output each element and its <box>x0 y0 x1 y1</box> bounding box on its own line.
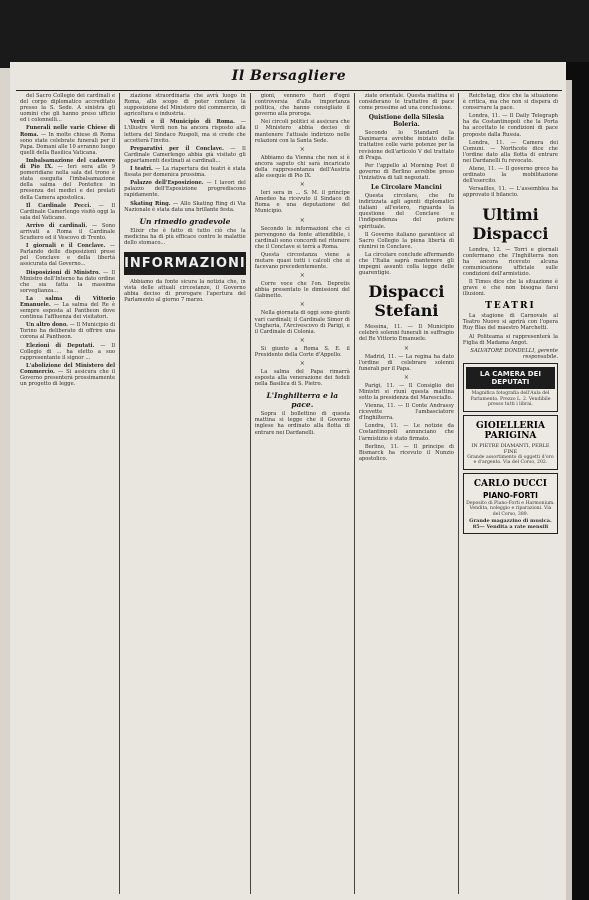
signature: SALVATORE DONDELLI, gerente responsabile. <box>470 347 558 360</box>
ad-text: Grande assortimento di oggetti d'oro e d'argento. Via del Corso, 202. <box>467 454 554 466</box>
article-text <box>124 166 246 178</box>
masthead-rule <box>16 90 562 91</box>
adjacent-page-edge <box>566 80 572 900</box>
dispatch-text: Messina, 11. — Il Municipio celebrò solenni funerali in suffragio del Re Vittorio Emanuele. <box>358 324 454 343</box>
newspaper-page <box>10 62 568 900</box>
teatri-heading: TEATRI <box>485 301 536 312</box>
article-body: — Sono arrivati a Roma il Cardinale Scudiero ed il Vescovo di Trento. <box>20 222 116 242</box>
separator-mark: × <box>299 216 305 224</box>
article-headline: I giornali e il Conclave. <box>26 243 106 250</box>
separator-mark: × <box>299 336 305 344</box>
article-body: — Parlando delle disposizioni prese pel Conclave e della libertà assicurata dal Governo... <box>20 243 116 268</box>
dispatch-text: Londra, 11. — Il Daily Telegraph ha da Costantinopoli che la Porta ha accettato le condizioni di pace proposte dalla Russia. <box>462 113 558 138</box>
article-body: — Il Cardinale Camerlengo visitò oggi la sala del Vaticano. <box>20 202 116 221</box>
advertisement-ducci <box>463 473 558 534</box>
dispatch-text: Versailles, 11. — L'assemblea ha approvato il bilancio. <box>462 186 558 199</box>
adjacent-page-strip <box>0 68 10 900</box>
article-text: Il Governo italiano garantisce al Sacro Collegio la piena libertà di riunirsi in Conclave. <box>358 231 454 250</box>
article-headline: I teatri. <box>130 166 153 173</box>
article-headline: Arrivo di cardinali. <box>26 222 88 229</box>
article-headline: Verdi e il Municipio di Roma. <box>130 119 235 126</box>
advertisement-gioielleria <box>463 415 558 470</box>
article-headline: Disposizioni di Ministro. <box>26 269 101 276</box>
article-body: — L'illustre Verdi non ha ancora risposto alla lettera del Sindaco Ruspoli, ma si crede che accetterà l'invito. <box>124 119 246 144</box>
section-heading: Quistione della Silesia Boleria. <box>368 114 445 129</box>
ad-subheading: IN PIETRE DIAMANTI, PERLE FINE <box>471 442 550 455</box>
ultimi-dispacci-heading: Ultimi Dispacci <box>472 204 549 243</box>
article-body: — La salma del Re è sempre esposta al Pantheon dove continua l'affluenza dei visitatori. <box>20 302 116 321</box>
section-heading: Un rimedio gradevole <box>139 216 231 226</box>
article-text <box>124 119 246 143</box>
masthead-title: Il Bersagliere <box>231 68 347 84</box>
article-text: Al Politeama si rappresenterà la Figlia di Madama Angot. <box>462 333 558 346</box>
article-text: Secondo le informazioni che ci pervengono da fonte attendibile, i cardinali sono concordi nel ritenere che il Conclave si terrà a Roma. <box>254 225 350 250</box>
article-text: La stagione di Carnovale al Teatro Nuovo si aprirà con l'opera Ruy Blas del maestro Marchetti. <box>462 313 558 332</box>
article-body: — Il Collegio di ... ha eletto a suo rappresentante il signor ... <box>20 342 116 361</box>
article-text: La circolare conclude affermando che l'Italia saprà mantenere gli impegni assunti colla legge delle guarentigie. <box>358 251 454 277</box>
article-text: Nella giornata di oggi sono giunti vari cardinali; il Cardinale Simor di Ungheria, l'Arcivescovo di Parigi, e il Cardinale di Colonia. <box>254 310 350 335</box>
dispatch-text: Atene, 11. — Il governo greco ha ordinato la mobilitazione dell'esercito. <box>462 166 558 185</box>
article-body: — In molte chiese di Roma sono state celebrate funerali per il Papa. Domani alle 10 avranno luogo quelli della Basilica Vaticana. <box>20 131 116 156</box>
ad-heading: CARLO DUCCI <box>473 478 548 489</box>
ad-text: Deposito di Piano-Forti e Harmonium. Vendita, noleggio e riparazioni. Via del Corso, 389. <box>466 500 555 518</box>
ad-price: 85— Vendita a rate mensili <box>472 523 549 530</box>
article-body: — La riapertura dei teatri è stata fissata per domenica prossima. <box>124 166 246 179</box>
article-headline: Preparativi per il Conclave. <box>130 145 224 152</box>
article-text: gioni, vennero fuori d'ogni controversia d'alta importanza politica, che hanno consigliato il governo alla proroga. <box>254 93 350 118</box>
dispatch-text: Londra, 12. — Torri e giornali confermano che l'Inghilterra non ha ancora ricevuto alcuna comunicazione ufficiale sulle condizioni dell'armistizio. <box>462 246 558 277</box>
article-text: ziate orientale. Questa mattina si considerano le trattative di pace come prossime ad una conclusione. <box>358 93 454 112</box>
article-text: del Sacro Collegio dei cardinali e del corpo diplomatico accreditato presso la S. Sede. A sinistra gli uomini che gli hanno preso ufficio ed i colonnelli... <box>20 93 116 124</box>
separator-mark: × <box>299 301 305 309</box>
article-text <box>20 363 115 387</box>
dispatch-text: Parigi, 11. — Il Consiglio dei Ministri si riunì questa mattina sotto la presidenza del Maresciallo. <box>358 382 454 401</box>
article-text <box>20 125 115 155</box>
article-body: — Il Ministro dell'Interno ha dato ordine che sia fatta la massima sorveglianza... <box>20 269 116 294</box>
article-headline: Palazzo dell'Esposizione. <box>130 180 204 187</box>
article-text <box>20 223 115 241</box>
ad-text: Magnifica fotografia dell'Aula del Parlamento. Prezzo L. 2. Vendibile presso tutti i librai. <box>470 390 551 408</box>
ad-heading: GIOIELLERIA PARIGINA <box>475 420 545 441</box>
article-text: Nei circoli politici si assicura che il Ministero abbia deciso di mantenere l'attuale indirizzo nelle relazioni con la Santa Sede. <box>254 119 350 144</box>
dispatch-text: Berlino, 11. — Il principe di Bismarck ha ricevuto il Nunzio apostolico. <box>358 443 454 462</box>
article-text: Ieri sera in ... S. M. il principe Amedeo ha ricevuto il Sindaco di Roma e una deputazione del Municipio. <box>254 190 350 215</box>
article-text <box>20 322 115 340</box>
article-text: Abbiamo da Vienna che non si è ancora saputo chi sarà incaricato della rappresentanza dell'Austria alle esequie di Pio IX. <box>254 154 350 180</box>
informazioni-heading: INFORMAZIONI <box>124 252 246 275</box>
article-headline: Un altro dono. <box>26 322 68 329</box>
ad-heading: LA CAMERA DEI DEPUTATI <box>466 367 555 389</box>
separator-mark: × <box>403 373 409 381</box>
column-5 <box>458 93 562 894</box>
dispatch-text: Il Times dice che la situazione è grave e che non bisogna farsi illusioni. <box>462 278 558 298</box>
article-body: — Si assicura che il Governo presenterà prossimamente un progetto di legge. <box>20 368 116 388</box>
dispatch-text: Reichstag, dice che la situazione è critica, ma che non si dispera di conservare la pace. <box>462 93 558 112</box>
article-text: Corre voce che l'on. Depretis abbia presentato le dimissioni del Gabinetto. <box>254 281 350 300</box>
article-text: Abbiamo da fonte sicura la notizia che, in vista delle attuali circostanze, il Governo abbia deciso di prorogare l'apertura del Parlamento al giorno 7 marzo. <box>124 278 246 304</box>
article-headline: Funerali nelle varie Chiese di Roma. <box>20 125 116 138</box>
article-text <box>20 296 115 320</box>
article-text: Questa circolare, che fu indirizzata agli agenti diplomatici italiani all'estero, riguarda la questione del Conclave e l'indipendenza del potere spirituale. <box>358 193 454 230</box>
article-headline: Imbalsamazione del cadavere di Pio IX. <box>20 157 116 171</box>
article-body: — I lavori del palazzo dell'Esposizione progrediscono rapidamente. <box>124 180 246 199</box>
article-body: — Allo Skating Ring di Via Nazionale è stata data una brillante festa. <box>124 200 246 213</box>
article-text <box>124 201 246 213</box>
section-heading: L'Inghilterra e la pace. <box>266 391 339 410</box>
article-text: Sopra il bollettino di questa mattina si legge che il Governo inglese ha ordinato alla flotta di entrare nei Dardanelli. <box>254 411 350 436</box>
dispacci-stefani-heading: Dispacci Stefani <box>368 282 445 321</box>
column-4 <box>354 93 458 894</box>
advertisement-text: Elixir che è fatto di tutto ciò che la medicina ha di più efficace contro le malattie dello stomaco... <box>124 227 246 246</box>
article-text: La salma del Papa rimarrà esposta alla venerazione dei fedeli nella Basilica di S. Pietro. <box>254 369 350 388</box>
article-headline: Elezioni di Deputati. <box>26 342 95 349</box>
column-3 <box>250 93 354 894</box>
article-headline: La salma di Vittorio Emanuele. <box>20 295 116 308</box>
section-heading: Le Circolare Mancini <box>371 184 442 192</box>
article-text: Secondo lo Standard la Danimarca avrebbe iniziato delle trattative colle varie potenze per la revisione dell'articolo V del trattato di Praga. <box>358 130 454 161</box>
column-1 <box>16 93 119 894</box>
article-text <box>20 243 115 267</box>
article-text: Per l'appello al Morning Post il governo di Berlino avrebbe preso l'iniziativa di tali negoziati. <box>358 162 454 181</box>
dispatch-text: Madrid, 11. — La regina ha dato l'ordine di celebrare solenni funerali per il Papa. <box>358 353 454 372</box>
article-text <box>20 270 115 294</box>
dispatch-text: Vienna, 11. — Il Conte Andrassy ricevette l'ambasciatore d'Inghilterra. <box>358 403 454 422</box>
ad-subheading: PIANO-FORTI <box>483 490 538 500</box>
article-text <box>20 343 115 361</box>
article-text <box>124 180 246 198</box>
article-body: — Ieri sera alle 9 pomeridiane nella sala del trono è stata eseguita l'imbalsamazione della salma del Pontefice in presenza dei medici e dei prelati della Camera apostolica. <box>20 164 116 201</box>
separator-mark: × <box>403 344 409 352</box>
dispatch-text: Londra, 11. — Camera dei Comuni. — Northcote dice che l'ordine dato alla flotta di entrare nei Dardanelli fu revocato. <box>462 139 558 164</box>
article-text: ziazione straordinaria che avrà luogo in Roma, allo scopo di poter contare la supposizione del Ministero del commercio, di agricoltura e industria. <box>124 93 246 118</box>
article-text <box>20 158 115 201</box>
separator-mark: × <box>299 360 305 367</box>
article-text: Si giunto a Roma S. E. il Presidente della Corte d'Appello. <box>254 345 350 358</box>
dispatch-text: Londra, 11. — Le notizie da Costantinopoli annunciano che l'armistizio è stato firmato. <box>358 423 454 442</box>
article-headline: Skating Ring. <box>130 200 171 207</box>
column-2 <box>119 93 250 894</box>
advertisement-camera <box>463 363 558 412</box>
column-grid <box>16 93 562 894</box>
ad-footer: Grande magazzino di musica. <box>469 517 552 524</box>
article-body: — Il Municipio di Torino ha deliberato di offrire una corona al Pantheon. <box>20 322 116 341</box>
article-headline: Il Cardinale Pecci. <box>26 202 92 209</box>
separator-mark: × <box>299 145 305 153</box>
article-headline: L'abolizione del Ministero del Commercio. <box>20 362 116 375</box>
article-body: — Il Cardinale Camerlengo abbia già visitato gli appartamenti destinati ai cardinali... <box>124 145 246 164</box>
separator-mark: × <box>299 181 305 189</box>
separator-mark: × <box>299 272 305 280</box>
article-text: Questa circostanza viene a mutare quasi tutti i calcoli che si facevano precedentemente. <box>254 251 350 271</box>
article-text <box>124 146 246 164</box>
article-text <box>20 203 115 221</box>
